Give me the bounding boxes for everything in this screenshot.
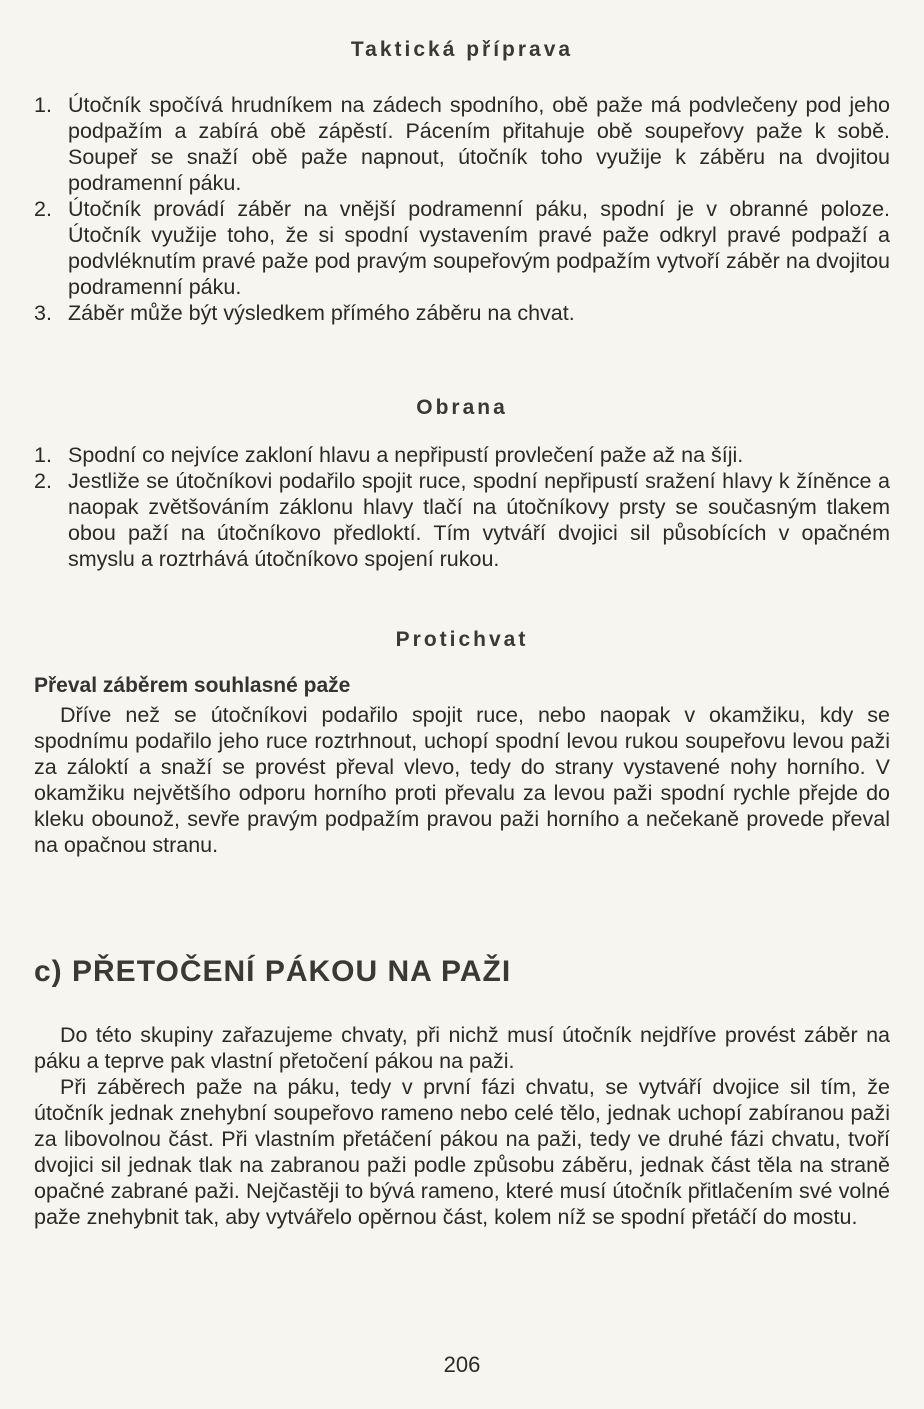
list-item	[34, 300, 890, 326]
item-text: Spodní co nejvíce zakloní hlavu a nepřipustí provlečení paže až na šíji.	[68, 443, 744, 467]
item-text: Záběr může být výsledkem přímého záběru na chvat.	[68, 301, 575, 325]
item-number: 2.	[34, 197, 52, 221]
section-taktika	[34, 38, 890, 62]
item-text: Jestliže se útočníkovi podařilo spojit ruce, spodní nepřipustí sražení hlavy k žíněnce a naopak zvětšováním záklonu hlavy tlačí na útočníkovy prsty se současným tlakem obou paží na útočníkovo předloktí. Tím vytváří dvojici sil působících v opačném smyslu a roztrhává útočníkovo spojení rukou.	[68, 469, 890, 571]
chapter-header	[34, 955, 890, 989]
list-obrana	[34, 442, 890, 572]
paragraph-preval: Dříve než se útočníkovi podařilo spojit ruce, nebo naopak v okamžiku, kdy se spodnímu podařilo jeho ruce roztrhnout, uchopí spodní levou rukou soupeřovu levou paži za záloktí a snaží se provést převal vlevo, tedy do strany vystavené nohy horního. V okamžiku největšího odporu horního proti převalu za levou paži spodní rychle přejde do kleku obounož, sevře pravým podpažím pravou paži horního a nečekaně provede převal na opačnou stranu.	[34, 703, 890, 857]
section-protichvat	[34, 628, 890, 652]
heading-protichvat: Protichvat	[395, 628, 529, 651]
list-item	[34, 468, 890, 572]
subsection-preval	[34, 674, 890, 858]
item-text: Útočník provádí záběr na vnější podramenní páku, spodní je v obranné poloze. Útočník využije toho, že si spodní vystavením pravé paže odkryl pravé podpaží a podvléknutím pravé paže pod pravým soupeřovým podpažím vytvoří záběr na dvojitou podramenní páku.	[68, 197, 890, 299]
item-number: 1.	[34, 443, 52, 467]
list-item	[34, 92, 890, 196]
list-taktika	[34, 92, 890, 326]
chapter-paragraph: Při záběrech paže na páku, tedy v první fázi chvatu, se vytváří dvojice sil tím, že útočník jednak znehybní soupeřovo rameno nebo celé tělo, jednak uchopí zabíranou paži za libovolnou část. Při vlastním přetáčení pákou na paži, tedy ve druhé fázi chvatu, tvoří dvojici sil jednak tlak na zabranou paži podle způsobu záběru, jednak část těla na straně opačné zabrané paži. Nejčastěji to bývá rameno, které musí útočník přitlačením své volné paže znehybnit tak, aby vytvářelo opěrnou část, kolem níž se spodní přetáčí do mostu.	[34, 1075, 890, 1229]
item-text: Útočník spočívá hrudníkem na zádech spodního, obě paže má podvlečeny pod jeho podpažím a zabírá obě zápěstí. Pácením přitahuje obě soupeřovy paže k sobě. Soupeř se snaží obě paže napnout, útočník toho využije k záběru na dvojitou podramenní páku.	[68, 93, 890, 195]
item-number: 2.	[34, 469, 52, 493]
subheading-preval: Převal záběrem souhlasné paže	[34, 674, 351, 697]
list-item	[34, 442, 890, 468]
list-item	[34, 196, 890, 300]
chapter-body	[34, 1022, 890, 1230]
heading-takticka-priprava: Taktická příprava	[350, 38, 574, 61]
section-obrana	[34, 396, 890, 420]
heading-obrana: Obrana	[416, 396, 508, 419]
item-number: 3.	[34, 301, 52, 325]
chapter-paragraph: Do této skupiny zařazujeme chvaty, při nichž musí útočník nejdříve provést záběr na páku a teprve pak vlastní přetočení pákou na paži.	[34, 1023, 890, 1073]
chapter-title: c) PŘETOČENÍ PÁKOU NA PAŽI	[34, 955, 512, 988]
item-number: 1.	[34, 93, 52, 117]
page-number: 206	[443, 1352, 481, 1377]
